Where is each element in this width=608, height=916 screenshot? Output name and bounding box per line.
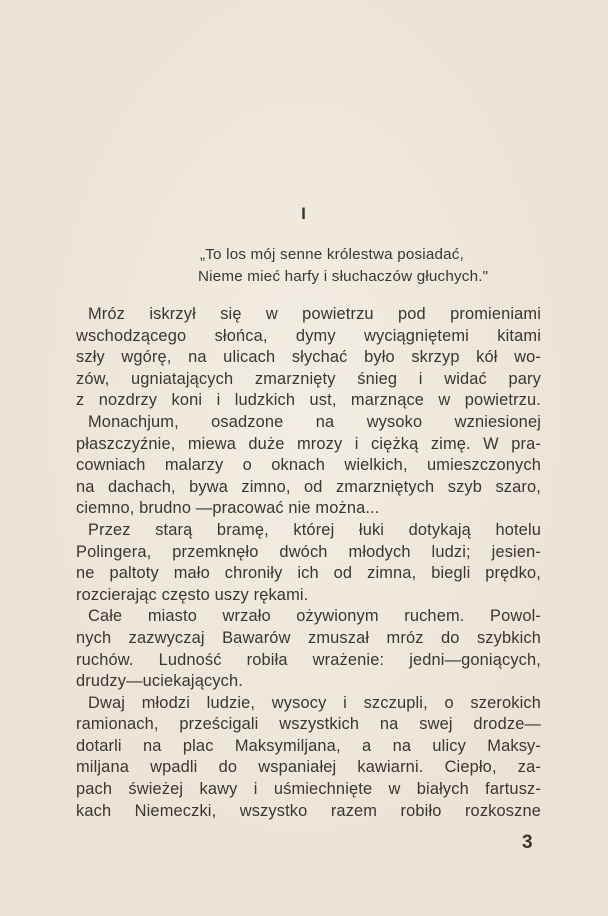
text-line: wschodzącego słońca, dymy wyciągniętemi kitami — [76, 326, 541, 345]
chapter-number: I — [301, 204, 307, 223]
page-number: 3 — [522, 832, 533, 853]
text-line: płaszczyźnie, miewa duże mrozy i ciężką zimę. W pra- — [76, 434, 541, 453]
text-line: miljana wpadli do wspaniałej kawiarni. Ciepło, za- — [76, 758, 541, 777]
text-line: nych zazwyczaj Bawarów zmuszał mróz do szybkich — [76, 628, 541, 647]
epigraph — [200, 244, 550, 288]
text-line: Dwaj młodzi ludzie, wysocy i szczupli, o szerokich — [88, 693, 541, 712]
text-line: dotarli na plac Maksymiljana, a na ulicy Maksy- — [76, 736, 541, 755]
text-line: ne paltoty mało chroniły ich od zimna, biegli prędko, — [76, 564, 541, 583]
body-text — [76, 304, 541, 822]
text-line: szły wgórę, na ulicach słychać było skrzyp kół wo- — [76, 348, 541, 367]
text-line: Monachjum, osadzone na wysoko wzniesionej — [88, 412, 541, 431]
text-line: zów, ugniatających zmarznięty śnieg i widać pary — [76, 369, 541, 388]
text-line: ramionach, prześcigali wszystkich na swej drodze— — [76, 715, 541, 734]
text-line: pach świeżej kawy i uśmiechnięte w białych fartusz- — [76, 780, 541, 799]
text-line: cowniach malarzy o oknach wielkich, umieszczonych — [76, 456, 541, 475]
epigraph-line: Nieme mieć harfy i słuchaczów głuchych." — [198, 268, 489, 285]
epigraph-line: „To los mój senne królestwa posiadać, — [200, 246, 465, 263]
text-line: na dachach, bywa zimno, od zmarzniętych szyb szaro, — [76, 477, 541, 496]
text-line: kach Niemeczki, wszystko razem robiło rozkoszne — [76, 801, 541, 820]
text-line: Polingera, przemknęło dwóch młodych ludzi; jesien- — [76, 542, 541, 561]
text-line: rozcierając często uszy rękami. — [76, 585, 309, 604]
text-line: Mróz iskrzył się w powietrzu pod promieniami — [88, 305, 541, 323]
text-line: Całe miasto wrzało ożywionym ruchem. Powol- — [88, 607, 541, 626]
text-line: Przez starą bramę, której łuki dotykają hotelu — [88, 520, 541, 539]
text-line: ruchów. Ludność robiła wrażenie: jedni—goniących, — [76, 650, 541, 669]
text-line: drudzy—uciekających. — [76, 672, 243, 691]
text-line: z nozdrzy koni i ludzkich ust, marznące w powietrzu. — [76, 391, 541, 410]
text-line: ciemno, brudno —pracować nie można... — [76, 499, 380, 518]
